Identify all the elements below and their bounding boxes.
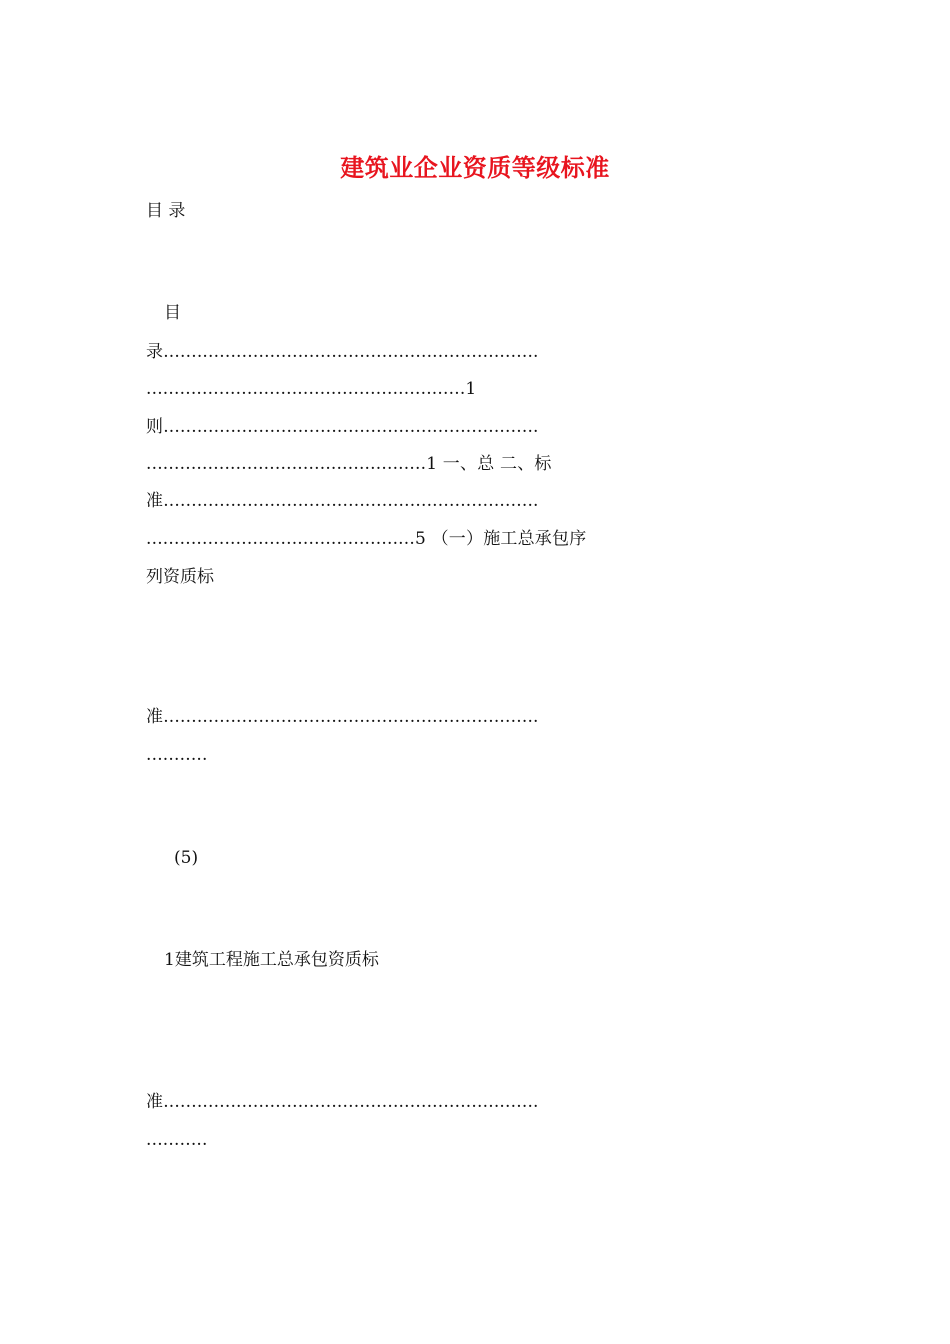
- toc-line: 准...................................................................: [146, 707, 539, 727]
- toc-heading: 目 录: [146, 201, 186, 221]
- toc-line: ..................................................1 一、总 二、标: [146, 454, 552, 474]
- toc-line: 列资质标: [146, 567, 214, 587]
- toc-line: 1建筑工程施工总承包资质标: [164, 950, 379, 970]
- toc-line: ...........: [146, 1130, 208, 1150]
- toc-line: ...........: [146, 745, 208, 765]
- toc-line: .........................................................1: [146, 379, 477, 399]
- toc-line: 准...................................................................: [146, 1092, 539, 1112]
- toc-line: ................................................5 （一）施工总承包序: [146, 529, 587, 549]
- document-title: 建筑业企业资质等级标准: [340, 153, 610, 182]
- toc-line: 准...................................................................: [146, 491, 539, 511]
- toc-line: 目: [164, 303, 181, 323]
- toc-line: 则...................................................................: [146, 417, 539, 437]
- toc-line: (5): [174, 848, 199, 868]
- toc-line: 录...................................................................: [146, 342, 539, 362]
